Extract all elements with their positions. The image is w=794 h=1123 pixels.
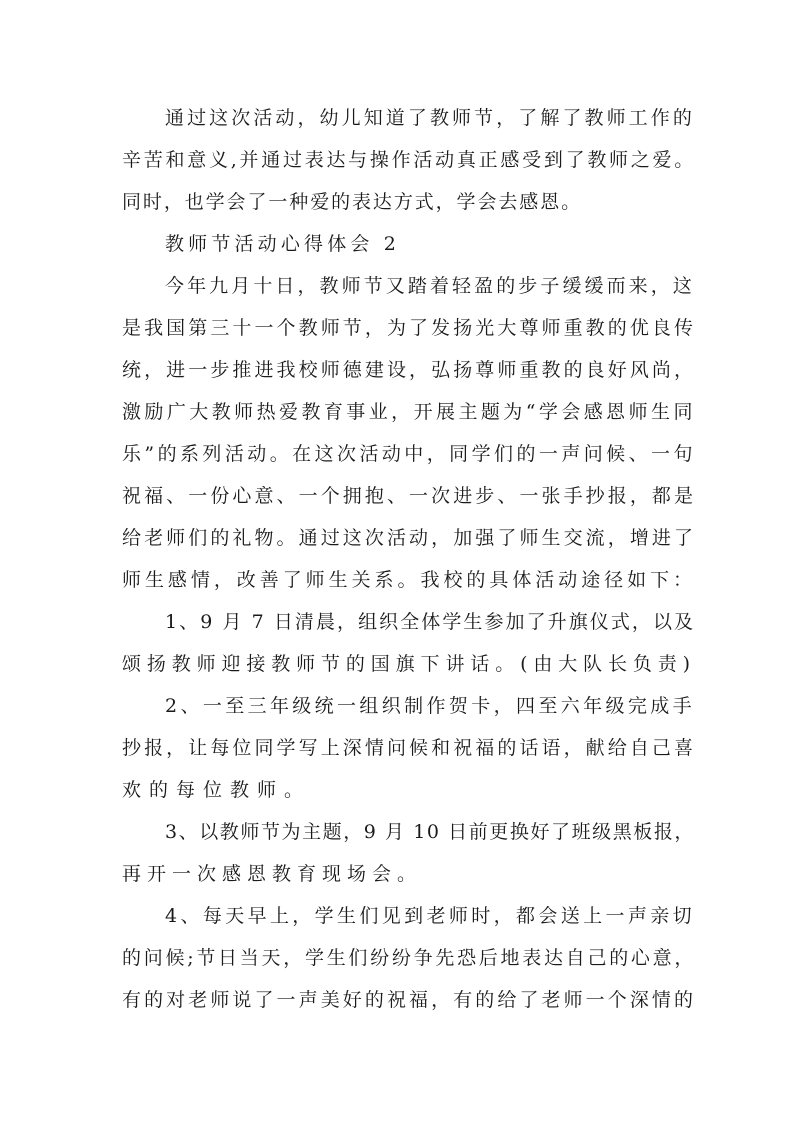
paragraph-line: 激励广大教师热爱教育事业，开展主题为“学会感恩师生同: [122, 401, 696, 423]
list-item-line: 再开一次感恩教育现场会。: [122, 863, 423, 885]
list-item-line: 的问候;节日当天，学生们纷纷争先恐后地表达自己的心意，: [122, 947, 697, 969]
paragraph-line: 给老师们的礼物。通过这次活动，加强了师生交流，增进了: [122, 527, 697, 549]
paragraph-line: 乐”的系列活动。在这次活动中，同学们的一声问候、一句: [122, 443, 696, 465]
list-item-line: 颂扬教师迎接教师节的国旗下讲话。(由大队长负责): [122, 653, 696, 675]
paragraph-line: 祝福、一份心意、一个拥抱、一次进步、一张手抄报，都是: [122, 485, 697, 507]
paragraph-line: 师生感情，改善了师生关系。我校的具体活动途径如下：: [122, 569, 697, 591]
paragraph-line: 统，进一步推进我校师德建设，弘扬尊师重教的良好风尚，: [122, 359, 697, 381]
section-heading: 教师节活动心得体会 2: [165, 233, 400, 255]
paragraph-line: 今年九月十日，教师节又踏着轻盈的步子缓缓而来，这: [165, 275, 695, 297]
list-item-line: 4、每天早上，学生们见到老师时，都会送上一声亲切: [165, 905, 695, 927]
list-item-line: 抄报，让每位同学写上深情问候和祝福的话语，献给自己喜: [122, 737, 697, 759]
paragraph-line: 辛苦和意义,并通过表达与操作活动真正感受到了教师之爱。: [122, 149, 697, 171]
paragraph-line: 是我国第三十一个教师节，为了发扬光大尊师重教的优良传: [122, 317, 697, 339]
list-item-line: 欢的每位教师。: [122, 779, 312, 801]
list-item-line: 有的对老师说了一声美好的祝福，有的给了老师一个深情的: [122, 989, 697, 1011]
list-item-line: 1、9 月 7 日清晨，组织全体学生参加了升旗仪式，以及: [165, 611, 696, 633]
paragraph-line: 同时，也学会了一种爱的表达方式，学会去感恩。: [122, 191, 583, 213]
list-item-line: 3、以教师节为主题，9 月 10 日前更换好了班级黑板报，: [165, 821, 696, 843]
paragraph-line: 通过这次活动，幼儿知道了教师节，了解了教师工作的: [165, 107, 695, 129]
list-item-line: 2、一至三年级统一组织制作贺卡，四至六年级完成手: [165, 695, 695, 717]
